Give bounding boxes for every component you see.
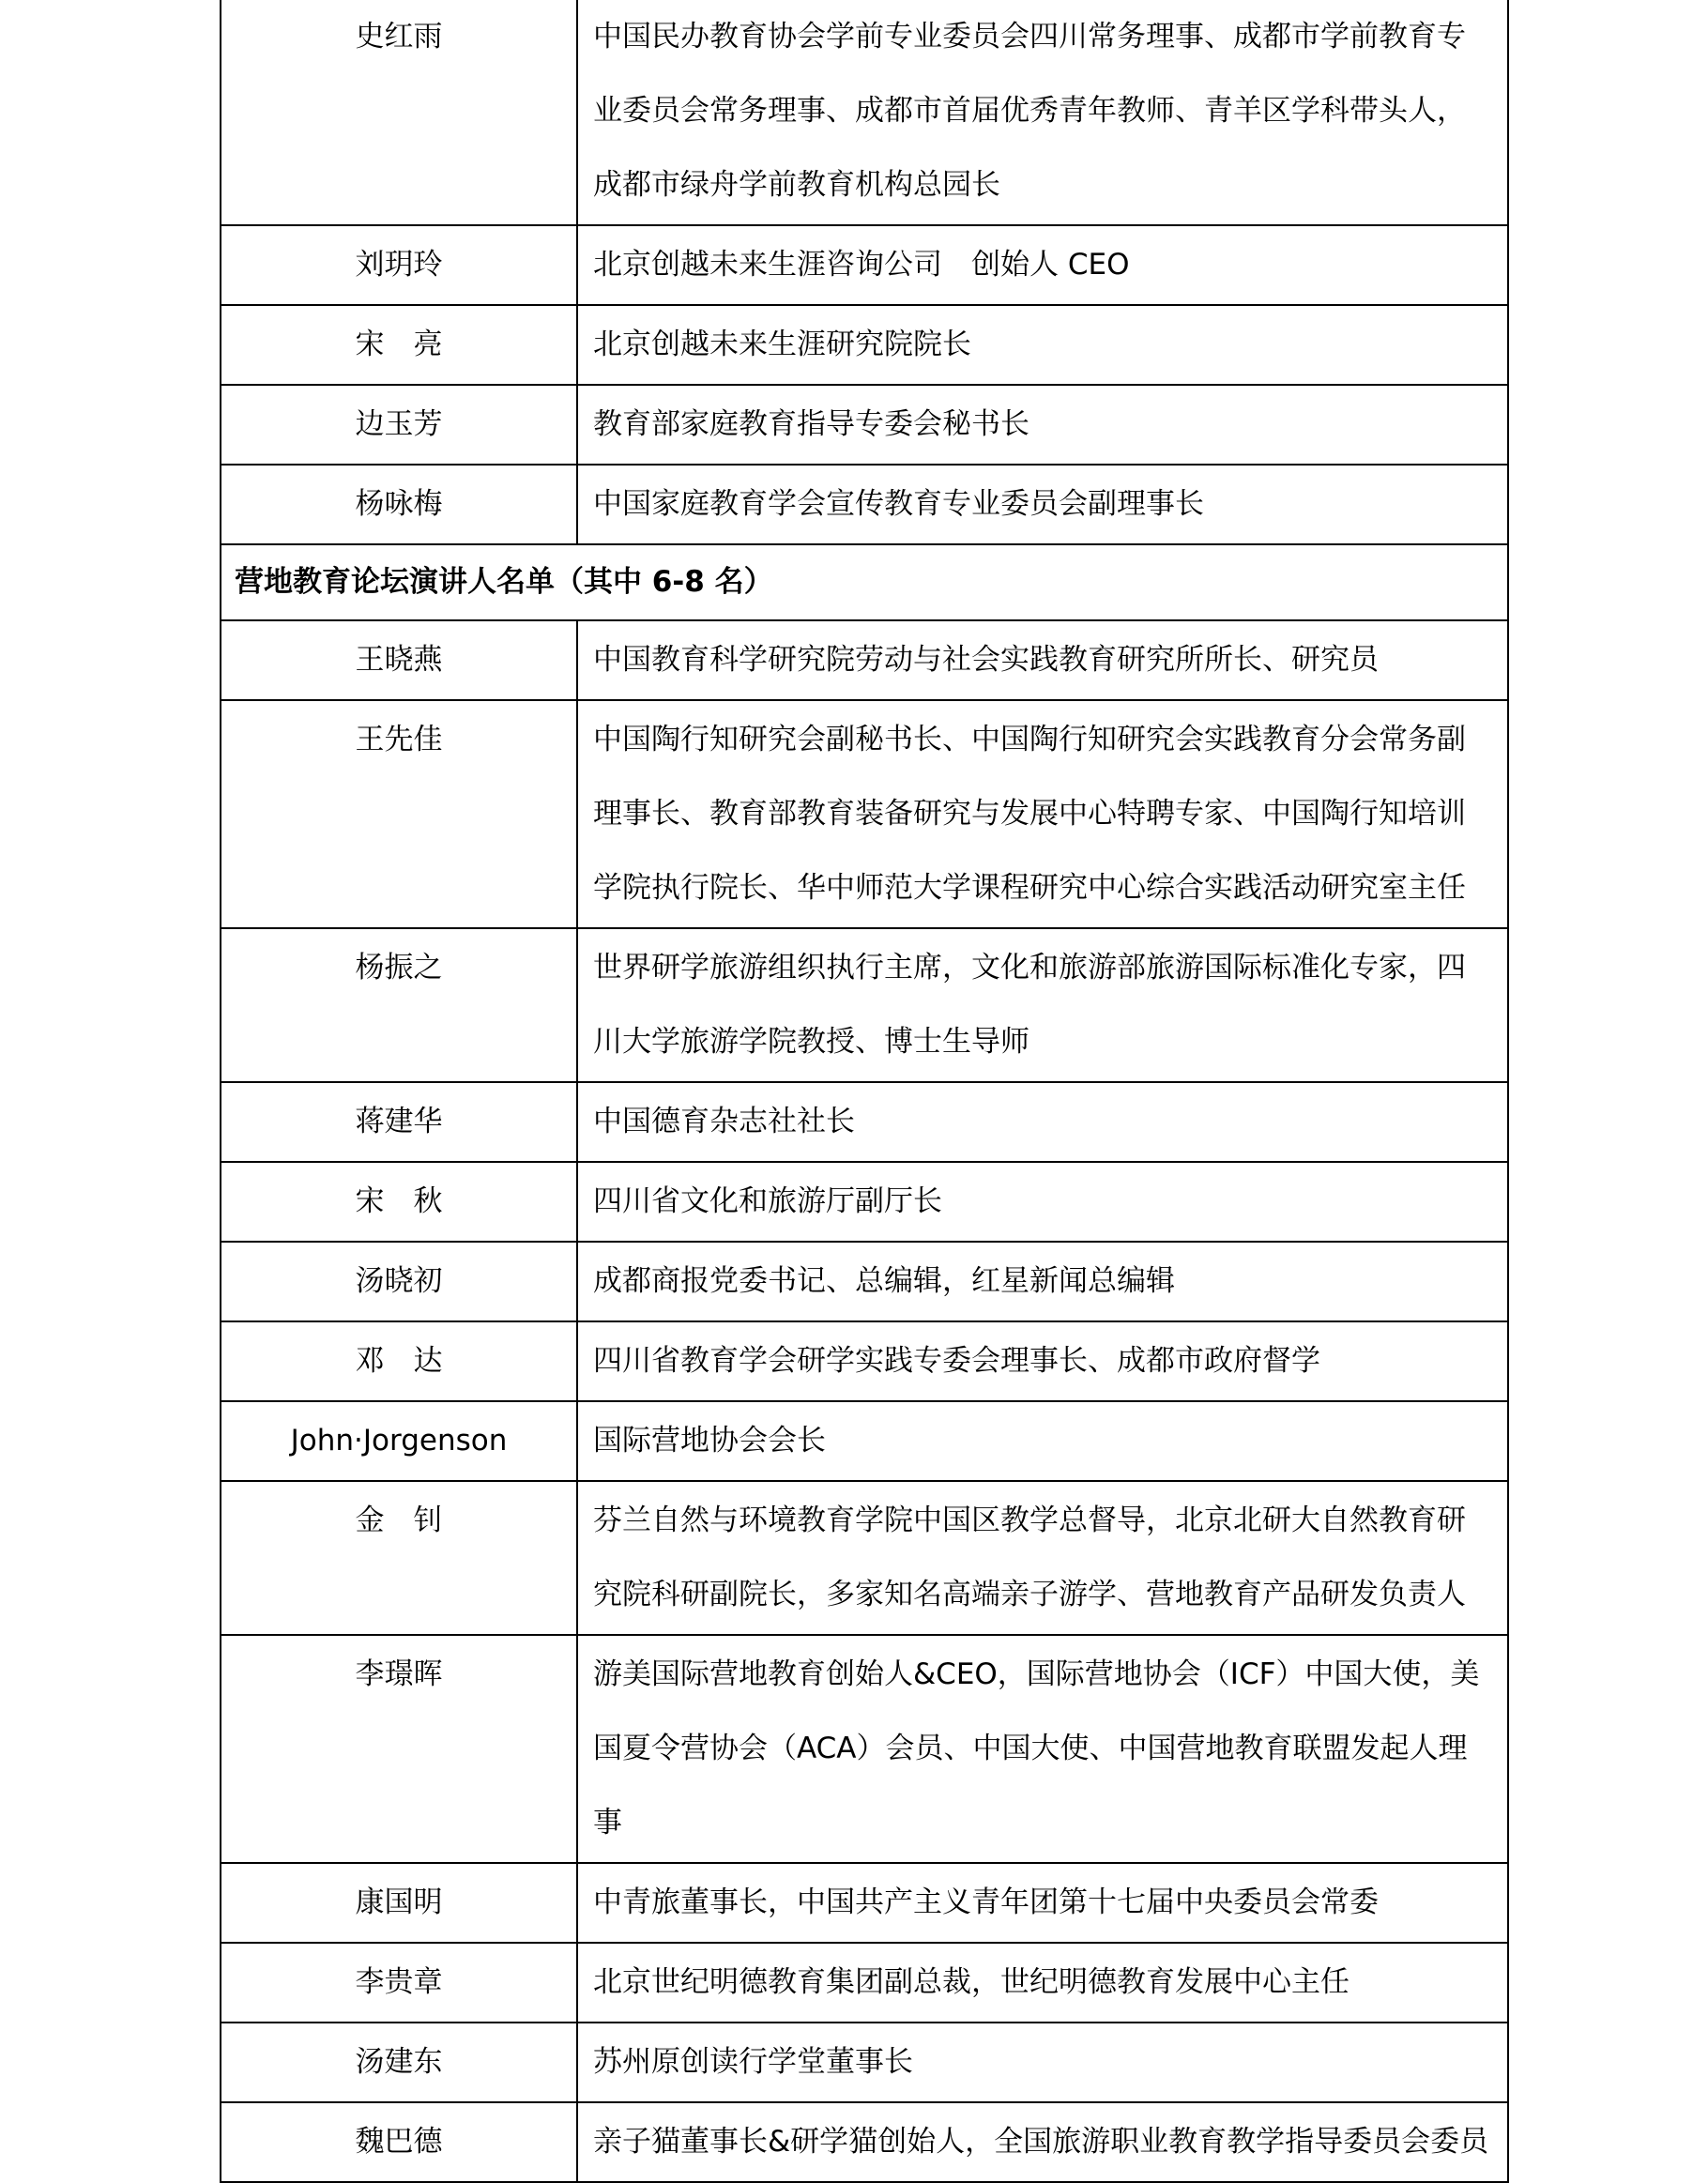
speaker-title-cell: 中国家庭教育学会宣传教育专业委员会副理事长 bbox=[577, 465, 1508, 544]
speaker-title-cell: 北京世纪明德教育集团副总裁，世纪明德教育发展中心主任 bbox=[577, 1943, 1508, 2023]
speaker-title-cell: 游美国际营地教育创始人&CEO，国际营地协会（ICF）中国大使，美国夏令营协会（ACA）会员、中国大使、中国营地教育联盟发起人理事 bbox=[577, 1635, 1508, 1863]
speaker-name-cell bbox=[221, 1321, 577, 1401]
table-row bbox=[221, 1162, 1508, 1242]
table-row bbox=[221, 225, 1508, 305]
speaker-title-cell: 国际营地协会会长 bbox=[577, 1401, 1508, 1481]
speaker-name: 蒋建华 bbox=[355, 1105, 443, 1138]
speaker-name-cell bbox=[221, 2023, 577, 2102]
table-row bbox=[221, 928, 1508, 1082]
speaker-title-cell: 北京创越未来生涯研究院院长 bbox=[577, 305, 1508, 385]
speaker-title-cell: 亲子猫董事长&研学猫创始人，全国旅游职业教育教学指导委员会委员 bbox=[577, 2102, 1508, 2182]
speaker-name-cell bbox=[221, 1401, 577, 1481]
table-row bbox=[221, 1401, 1508, 1481]
section-header-row bbox=[221, 544, 1508, 620]
table-row bbox=[221, 1635, 1508, 1863]
table-row bbox=[221, 1863, 1508, 1943]
speaker-name: 刘玥玲 bbox=[355, 248, 443, 282]
speaker-name: 史红雨 bbox=[355, 20, 443, 53]
speaker-name: 王先佳 bbox=[355, 723, 443, 756]
speaker-name: 康国明 bbox=[355, 1885, 443, 1919]
speaker-name-cell bbox=[221, 1162, 577, 1242]
table-row bbox=[221, 2102, 1508, 2182]
speaker-title-cell: 中国德育杂志社社长 bbox=[577, 1082, 1508, 1162]
speaker-name: 杨振之 bbox=[355, 951, 443, 985]
speaker-title-cell: 四川省教育学会研学实践专委会理事长、成都市政府督学 bbox=[577, 1321, 1508, 1401]
speaker-name-cell bbox=[221, 928, 577, 1082]
speaker-name-cell bbox=[221, 1863, 577, 1943]
speaker-name: 李贵章 bbox=[355, 1965, 443, 1999]
speaker-name-cell bbox=[221, 1082, 577, 1162]
table-row bbox=[221, 1321, 1508, 1401]
speaker-title-cell: 四川省文化和旅游厅副厅长 bbox=[577, 1162, 1508, 1242]
speaker-title-cell: 世界研学旅游组织执行主席，文化和旅游部旅游国际标准化专家，四川大学旅游学院教授、博士生导师 bbox=[577, 928, 1508, 1082]
speaker-name-cell bbox=[221, 305, 577, 385]
table-row bbox=[221, 1481, 1508, 1635]
speaker-name: 李璟晖 bbox=[355, 1657, 443, 1691]
speaker-name: 宋 秋 bbox=[355, 1184, 443, 1218]
table-row bbox=[221, 385, 1508, 465]
speaker-title-cell: 苏州原创读行学堂董事长 bbox=[577, 2023, 1508, 2102]
table-row bbox=[221, 620, 1508, 700]
speaker-name-cell bbox=[221, 700, 577, 928]
table-row bbox=[221, 305, 1508, 385]
speaker-title-cell: 成都商报党委书记、总编辑，红星新闻总编辑 bbox=[577, 1242, 1508, 1321]
speaker-name-cell bbox=[221, 385, 577, 465]
speaker-name: John·Jorgenson bbox=[290, 1424, 508, 1458]
table-row bbox=[221, 700, 1508, 928]
table-row bbox=[221, 2023, 1508, 2102]
speaker-name: 汤建东 bbox=[355, 2045, 443, 2079]
speaker-title-cell: 中国民办教育协会学前专业委员会四川常务理事、成都市学前教育专业委员会常务理事、成都市首届优秀青年教师、青羊区学科带头人，成都市绿舟学前教育机构总园长 bbox=[577, 0, 1508, 225]
speaker-title-cell: 中青旅董事长，中国共产主义青年团第十七届中央委员会常委 bbox=[577, 1863, 1508, 1943]
speaker-name-cell bbox=[221, 620, 577, 700]
speaker-name-cell bbox=[221, 225, 577, 305]
table-row bbox=[221, 1943, 1508, 2023]
speaker-name-cell bbox=[221, 1481, 577, 1635]
speaker-title-cell: 中国陶行知研究会副秘书长、中国陶行知研究会实践教育分会常务副理事长、教育部教育装备研究与发展中心特聘专家、中国陶行知培训学院执行院长、华中师范大学课程研究中心综合实践活动研究室主任 bbox=[577, 700, 1508, 928]
speaker-title-cell: 芬兰自然与环境教育学院中国区教学总督导，北京北研大自然教育研究院科研副院长，多家知名高端亲子游学、营地教育产品研发负责人 bbox=[577, 1481, 1508, 1635]
table-row bbox=[221, 465, 1508, 544]
speaker-name-cell bbox=[221, 1635, 577, 1863]
speaker-name: 宋 亮 bbox=[355, 328, 443, 361]
speaker-name: 边玉芳 bbox=[355, 407, 443, 441]
table-row bbox=[221, 0, 1508, 225]
speaker-name: 汤晓初 bbox=[355, 1264, 443, 1298]
table-row bbox=[221, 1242, 1508, 1321]
speaker-table bbox=[220, 0, 1509, 2183]
speaker-name: 王晓燕 bbox=[355, 643, 443, 677]
speaker-title-cell: 教育部家庭教育指导专委会秘书长 bbox=[577, 385, 1508, 465]
speaker-name-cell bbox=[221, 2102, 577, 2182]
speaker-name-cell bbox=[221, 0, 577, 225]
speaker-name-cell bbox=[221, 1943, 577, 2023]
speaker-name: 金 钊 bbox=[355, 1504, 443, 1537]
speaker-name: 杨咏梅 bbox=[355, 487, 443, 521]
speaker-title-cell: 中国教育科学研究院劳动与社会实践教育研究所所长、研究员 bbox=[577, 620, 1508, 700]
speaker-title-cell: 北京创越未来生涯咨询公司 创始人 CEO bbox=[577, 225, 1508, 305]
section-header: 营地教育论坛演讲人名单（其中 6-8 名） bbox=[221, 544, 1508, 620]
speaker-name-cell bbox=[221, 1242, 577, 1321]
speaker-name: 邓 达 bbox=[355, 1344, 443, 1378]
speaker-name: 魏巴德 bbox=[355, 2125, 443, 2159]
speaker-name-cell bbox=[221, 465, 577, 544]
table-row bbox=[221, 1082, 1508, 1162]
